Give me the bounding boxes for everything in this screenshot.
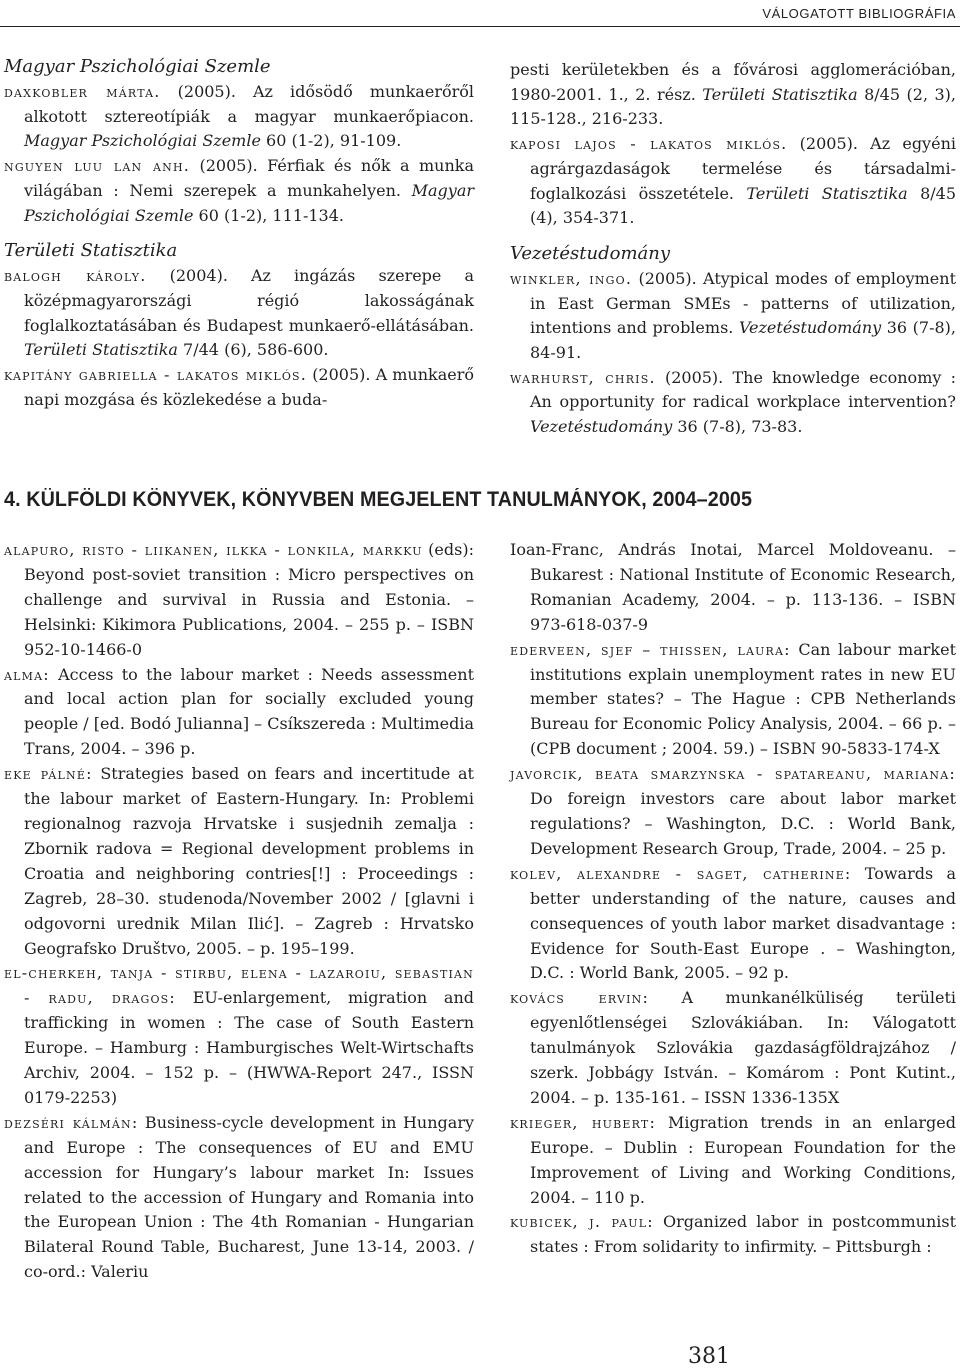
journal-heading: Területi Statisztika (4, 240, 178, 262)
entry-volume: 60 (1-2), 111-134. (193, 205, 344, 225)
entry-author: el-cherkeh, tanja - stirbu, elena - lazaroiu, sebastian - radu, dragos: (4, 963, 474, 1008)
entry-volume: 60 (1-2), 91-109. (260, 131, 402, 151)
bibliography-entry (4, 663, 474, 763)
entry-author: javorcik, beata smarzynska - spatareanu, mariana: (510, 764, 956, 784)
bibliography-entry (510, 862, 956, 987)
bibliography-entry (4, 961, 474, 1110)
entry-text: Access to the labour market : Needs assessment and local action plan for socially excluded young people / [ed. Bodó Julianna] – Csíkszereda : Multimedia Trans, 2004. – 396 p. (24, 664, 474, 759)
section-heading: 4. KÜLFÖLDI KÖNYVEK, KÖNYVBEN MEGJELENT TANULMÁNYOK, 2004–2005 (4, 488, 753, 511)
entry-volume: 8/45 (4), 354-371. (530, 183, 957, 228)
bibliography-entry (4, 762, 474, 961)
entry-author: kapitány gabriella - lakatos miklós. (4, 365, 308, 385)
entry-author: eke pálné: (4, 764, 93, 784)
bibliography-entry (510, 1111, 956, 1211)
bibliography-entry (510, 762, 956, 862)
top-right-column (510, 58, 956, 440)
running-head: VÁLOGATOTT BIBLIOGRÁFIA (762, 6, 956, 21)
entry-text: Organized labor in postcommunist states : From solidarity to infirmity. – Pittsburgh : (530, 1212, 956, 1257)
entry-author: dezséri kálmán: (4, 1112, 139, 1132)
bibliography-entry (510, 1210, 956, 1260)
entry-author: balogh károly. (4, 266, 147, 286)
entry-continuation (510, 538, 956, 638)
entry-journal: Magyar Pszichológiai Szemle (24, 131, 261, 151)
bibliography-entry (510, 267, 956, 366)
entry-text: A munkanélküliség területi egyenlőtlenségei Szlovákiában. In: Válogatott tanulmányok Szlovákia gazdaságföldrajzához / szerk. Jobbágy István. – Komárom : Pont Kutint., 2004. – p. 135-161. – ISSN 1336-135X (530, 988, 956, 1107)
entry-author: kubicek, j. paul: (510, 1212, 654, 1232)
entry-author: alapuro, risto - liikanen, ilkka - lonkila, markku (4, 540, 423, 559)
entry-continuation (510, 58, 956, 132)
entry-volume: 8/45 (2, 3), 115-128., 216-233. (510, 84, 957, 129)
bibliography-entry (510, 986, 956, 1111)
entry-text: Can labour market institutions explain unemployment rates in new EU member states? – The Hague : CPB Netherlands Bureau for Economic Policy Analysis, 2004. – 66 p. – (CPB document ; 2004. 59.) – ISBN 90-5833-174-X (530, 639, 956, 759)
journal-heading: Magyar Pszichológiai Szemle (4, 56, 271, 77)
entry-text: Migration trends in an enlarged Europe. – Dublin : European Foundation for the Improvement of Living and Working Conditions, 2004. – 110 p. (530, 1112, 956, 1207)
bibliography-entry (4, 80, 474, 154)
entry-text: (eds): Beyond post-soviet transition : Micro perspectives on challenge and survival in Russia and Estonia. – Helsinki: Kikimora Publications, 2004. – 255 p. – ISBN 952-10-1466-0 (24, 540, 474, 659)
entry-author: daxkobler márta. (4, 82, 161, 101)
entry-text: (2005). Az egyéni agrárgazdaságok termelése és társadalmi-foglalkozási összetétele. (530, 134, 956, 203)
entry-journal: Területi Statisztika (746, 183, 908, 203)
entry-journal: Magyar Pszichológiai Szemle (24, 180, 474, 225)
entry-author: ederveen, sjef – thissen, laura: (510, 639, 791, 659)
entry-text: (2005). The knowledge economy : An opportunity for radical workplace intervention? (530, 367, 956, 412)
entry-journal: Vezetéstudomány (738, 318, 882, 338)
entry-author: nguyen luu lan anh. (4, 156, 191, 176)
entry-author: alma: (4, 664, 50, 684)
entry-volume: 36 (7-8), 84-91. (530, 318, 957, 363)
bibliography-entry (4, 264, 474, 363)
journal-heading: Vezetéstudomány (510, 242, 671, 264)
entry-author: warhurst, chris. (510, 367, 656, 387)
entry-text: (2004). Az ingázás szerepe a középmagyarországi régió lakosságának foglalkoztatásában és Budapest munkaerő-ellátásában. (24, 266, 474, 335)
entry-journal: Területi Statisztika (702, 84, 858, 104)
entry-author: kaposi lajos - lakatos miklós. (510, 134, 788, 154)
entry-author: krieger, hubert: (510, 1112, 657, 1132)
entry-text: Towards a better understanding of the nature, causes and consequences of youth labor market disadvantage : Evidence for South-East Europe . – Washington, D.C. : World Bank, 2005. – 92 p. (530, 863, 956, 983)
entry-author: kolev, alexandre - saget, catherine: (510, 863, 852, 883)
entry-text: Strategies based on fears and incertitude at the labour market of Eastern-Hungary. In: Problemi regionalnog razvoja Hrvatske i susjednih zemalja : Zbornik radova = Regional development problems in Croatia and neighboring contries[!] : Proceedings : Zagreb, 28–30. studenoda/November 2002 / [glavni i odgovorni urednik Milan Ilić]. – Zagreb : Hrvatsko Geografsko Društvo, 2005. – p. 195–199. (24, 764, 474, 958)
entry-text: (2005). Atypical modes of employment in East German SMEs - patterns of utilization, intentions and problems. (530, 268, 957, 338)
entry-journal: Vezetéstudomány (530, 417, 673, 437)
entry-text: Ioan-Franc, András Inotai, Marcel Moldoveanu. – Bukarest : National Institute of Economic Research, Romanian Academy, 2004. – p. 113-136. – ISBN 973-618-037-9 (510, 540, 956, 634)
bibliography-entry (4, 538, 474, 663)
bibliography-entry (510, 366, 956, 440)
bottom-right-column (510, 538, 956, 1260)
entry-author: winkler, ingo. (510, 268, 633, 288)
entry-text: Do foreign investors care about labor market regulations? – Washington, D.C. : World Bank, Development Research Group, Trade, 2004. – 25 p. (530, 789, 956, 858)
page-number: 381 (688, 1344, 730, 1369)
entry-journal: Területi Statisztika (24, 340, 178, 360)
bibliography-entry (4, 363, 474, 412)
bibliography-entry (4, 1111, 474, 1285)
entry-text: (2005). Az idősödő munkaerőről alkotott sztereotípiák a magyar munkaerőpiacon. (24, 82, 474, 126)
bibliography-entry (510, 132, 956, 231)
entry-volume: 7/44 (6), 586-600. (177, 340, 329, 360)
bibliography-entry (510, 638, 956, 763)
entry-text: (2005). Férfiak és nők a munka világában : Nemi szerepek a munkahelyen. (24, 156, 475, 200)
header-rule (0, 26, 960, 27)
entry-author: kovács ervin: (510, 988, 650, 1008)
entry-volume: 36 (7-8), 73-83. (672, 417, 803, 437)
bibliography-entry (4, 154, 474, 228)
entry-text: EU-enlargement, migration and trafficking in women : The case of South Eastern Europe. – Hamburg : Hamburgisches Welt-Wirtschafts Archiv, 2004. – 152 p. – (HWWA-Report 247., ISSN 0179-2253) (24, 988, 474, 1107)
entry-text: (2005). A munkaerő napi mozgása és közlekedése a buda- (24, 365, 475, 409)
top-left-column (4, 54, 474, 412)
bottom-left-column (4, 538, 474, 1285)
entry-text: pesti kerületekben és a fővárosi agglomerációban, 1980-2001. 1., 2. rész. (510, 60, 956, 104)
entry-text: Business-cycle development in Hungary and Europe : The consequences of EU and EMU accession for Hungary’s labour market In: Issues related to the accession of Hungary and Romania into the European Union : The 4th Romanian - Hungarian Bilateral Round Table, Bucharest, June 13-14, 2003. / co-ord.: Valeriu (24, 1112, 475, 1282)
